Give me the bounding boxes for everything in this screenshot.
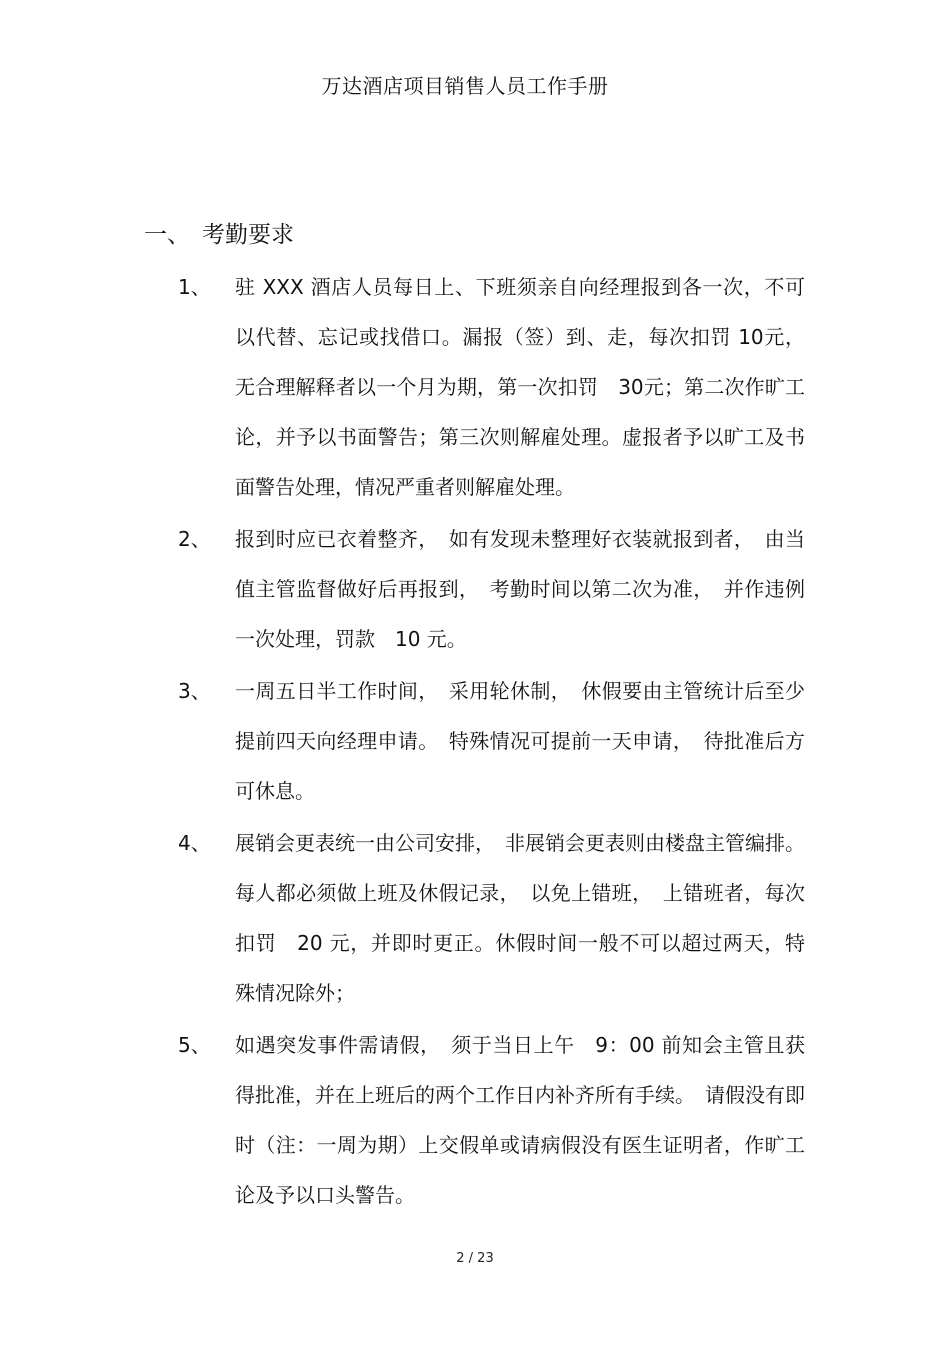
item-number: 1、 — [178, 275, 211, 299]
item-number: 5、 — [178, 1033, 211, 1057]
item-number: 3、 — [178, 679, 211, 703]
section-heading — [144, 216, 294, 249]
list-item — [0, 262, 950, 512]
item-text: 展销会更表统一由公司安排， 非展销会更表则由楼盘主管编排。每人都必须做上班及休假记录， 以免上错班， 上错班者，每次扣罚 20 元，并即时更正。休假时间一般不可以超过两天，特殊情况除外； — [235, 831, 805, 1005]
item-number: 4、 — [178, 831, 211, 855]
page-number: 2 / 23 — [456, 1251, 494, 1266]
item-text: 报到时应已衣着整齐， 如有发现未整理好衣装就报到者， 由当值主管监督做好后再报到， 考勤时间以第二次为准， 并作违例一次处理，罚款 10 元。 — [235, 527, 805, 651]
document-title: 万达酒店项目销售人员工作手册 — [321, 74, 609, 98]
section-number: 一、 — [144, 222, 190, 248]
section-title: 考勤要求 — [202, 222, 294, 248]
item-text: 如遇突发事件需请假， 须于当日上午 9：00 前知会主管且获得批准，并在上班后的两个工作日内补齐所有手续。 请假没有即时（注：一周为期）上交假单或请病假没有医生证明者，作旷工论及予以口头警告。 — [235, 1033, 805, 1207]
item-number: 2、 — [178, 527, 211, 551]
rule-list — [0, 262, 950, 1222]
list-item — [0, 666, 950, 816]
item-text: 一周五日半工作时间， 采用轮休制， 休假要由主管统计后至少提前四天向经理申请。 特殊情况可提前一天申请， 待批准后方可休息。 — [235, 679, 805, 803]
item-text: 驻 XXX 酒店人员每日上、下班须亲自向经理报到各一次，不可以代替、忘记或找借口。漏报（签）到、走，每次扣罚 10元，无合理解释者以一个月为期，第一次扣罚 30元；第二次作旷工论，并予以书面警告；第三次则解雇处理。虚报者予以旷工及书面警告处理，情况严重者则解雇处理。 — [235, 275, 805, 499]
list-item — [0, 1020, 950, 1220]
list-item — [0, 514, 950, 664]
list-item — [0, 818, 950, 1018]
